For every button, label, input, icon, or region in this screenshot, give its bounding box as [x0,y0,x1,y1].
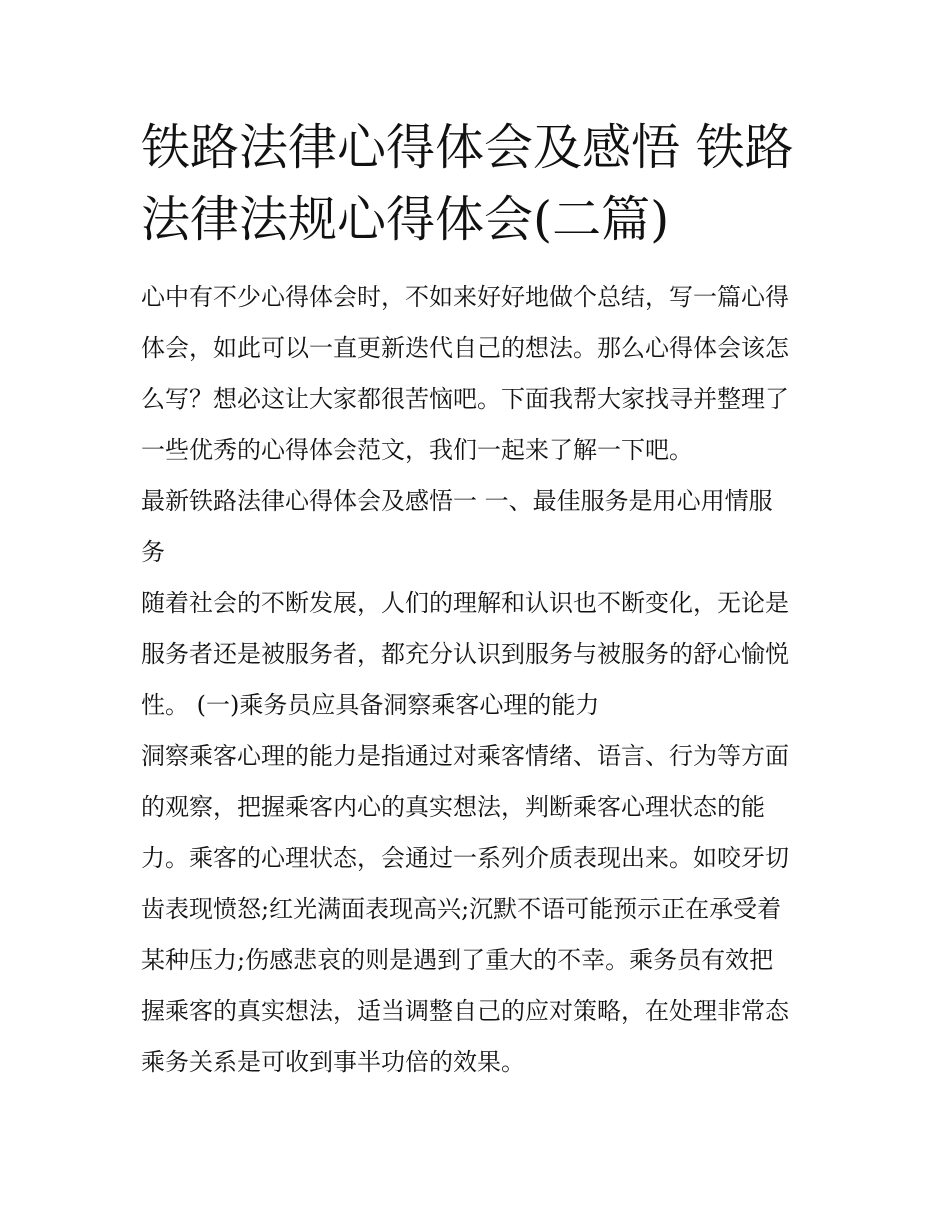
title-line: 法律法规心得体会(二篇) [141,191,670,248]
text-line: 体会，如此可以一直更新迭代自己的想法。那么心得体会该怎 [141,334,789,362]
intro-paragraph [141,272,821,476]
text-line: 服务者还是被服务者，都充分认识到服务与被服务的舒心愉悦 [141,640,789,668]
document-title [141,112,821,256]
text-line: 握乘客的真实想法，适当调整自己的应对策略，在处理非常态 [141,997,789,1025]
text-line: 力。乘客的心理状态，会通过一系列介质表现出来。如咬牙切 [141,844,789,872]
text-line: 齿表现愤怒;红光满面表现高兴;沉默不语可能预示正在承受着 [141,895,782,923]
title-line: 铁路法律心得体会及感悟 铁路 [141,119,794,176]
text-line: 性。 (一)乘务员应具备洞察乘客心理的能力 [141,691,600,719]
body-paragraph [141,578,821,731]
text-line: 洞察乘客心理的能力是指通过对乘客情绪、语言、行为等方面 [141,742,789,770]
document-page [141,112,821,1088]
text-line: 一些优秀的心得体会范文，我们一起来了解一下吧。 [141,436,693,464]
body-paragraph [141,731,821,1088]
text-line: 随着社会的不断发展，人们的理解和认识也不断变化，无论是 [141,589,789,617]
text-line: 某种压力;伤感悲哀的则是遇到了重大的不幸。乘务员有效把 [141,946,774,974]
text-line: 乘务关系是可收到事半功倍的效果。 [141,1048,525,1076]
text-line: 最新铁路法律心得体会及感悟一 一、最佳服务是用心用情服 [141,487,773,515]
section-heading-paragraph [141,476,821,578]
text-line: 务 [141,538,165,566]
text-line: 么写？想必这让大家都很苦恼吧。下面我帮大家找寻并整理了 [141,385,789,413]
text-line: 的观察，把握乘客内心的真实想法，判断乘客心理状态的能 [141,793,765,821]
text-line: 心中有不少心得体会时，不如来好好地做个总结，写一篇心得 [141,283,789,311]
